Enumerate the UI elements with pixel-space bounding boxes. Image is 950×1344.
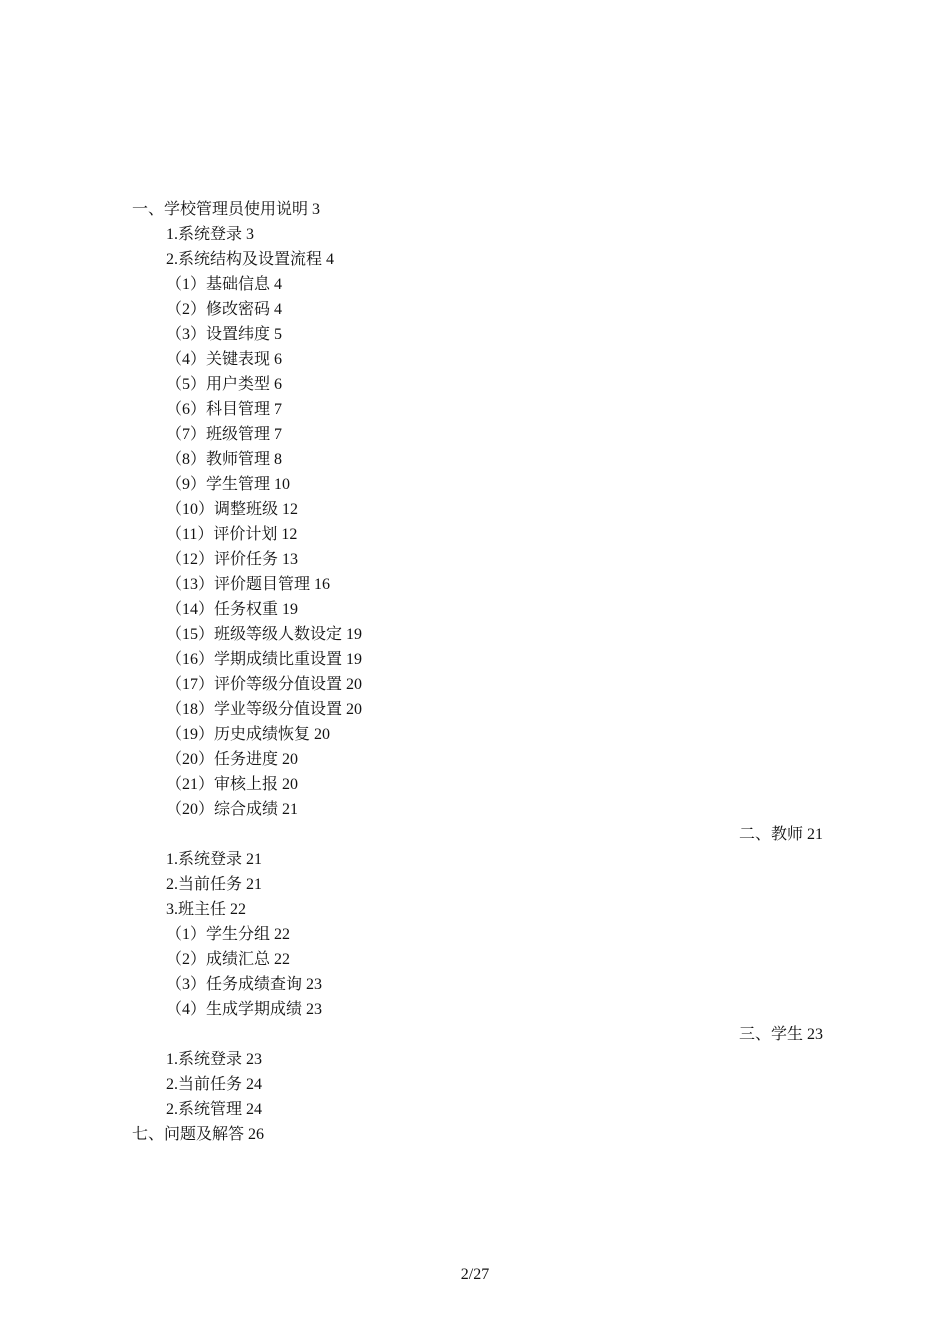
toc-entry: （15）班级等级人数设定 19 [166,626,363,643]
page-number: 2/27 [460,1266,490,1283]
toc-entry: 1.系统登录 21 [166,851,263,868]
toc-entry: （19）历史成绩恢复 20 [166,726,331,743]
toc-entry: 2.当前任务 21 [166,876,263,893]
toc-entry: 三、学生 23 [738,1026,823,1043]
toc-entry: （21）审核上报 20 [166,776,299,793]
toc-entry: （4）关键表现 6 [166,351,283,368]
toc-entry: （2）成绩汇总 22 [166,951,291,968]
toc-entry: （20）综合成绩 21 [166,801,299,818]
toc-entry: （17）评价等级分值设置 20 [166,676,363,693]
toc-entry: （16）学期成绩比重设置 19 [166,651,363,668]
toc-entry: （8）教师管理 8 [166,451,283,468]
toc-entry: 一、学校管理员使用说明 3 [132,201,321,218]
toc-entry: 3.班主任 22 [166,901,247,918]
toc-entry: （11）评价计划 12 [166,526,298,543]
toc-entry: （20）任务进度 20 [166,751,299,768]
toc-entry: （3）设置纬度 5 [166,326,283,343]
toc-entry: （12）评价任务 13 [166,551,299,568]
toc-entry: （9）学生管理 10 [166,476,291,493]
toc-entry: （4）生成学期成绩 23 [166,1001,323,1018]
toc-entry: （18）学业等级分值设置 20 [166,701,363,718]
toc-entry: （3）任务成绩查询 23 [166,976,323,993]
toc-entry: 2.系统管理 24 [166,1101,263,1118]
toc-entry: （7）班级管理 7 [166,426,283,443]
table-of-contents [0,197,950,1147]
toc-entry: （6）科目管理 7 [166,401,283,418]
toc-entry: 2.当前任务 24 [166,1076,263,1093]
toc-entry: 1.系统登录 23 [166,1051,263,1068]
toc-entry: 二、教师 21 [738,826,823,843]
toc-entry: （13）评价题目管理 16 [166,576,331,593]
toc-entry: （14）任务权重 19 [166,601,299,618]
toc-entry: （2）修改密码 4 [166,301,283,318]
toc-entry: 2.系统结构及设置流程 4 [166,251,335,268]
toc-entry: 1.系统登录 3 [166,226,255,243]
toc-entry: （10）调整班级 12 [166,501,299,518]
toc-entry: （1）学生分组 22 [166,926,291,943]
toc-entry: 七、问题及解答 26 [132,1126,265,1143]
toc-entry: （1）基础信息 4 [166,276,283,293]
toc-entry: （5）用户类型 6 [166,376,283,393]
